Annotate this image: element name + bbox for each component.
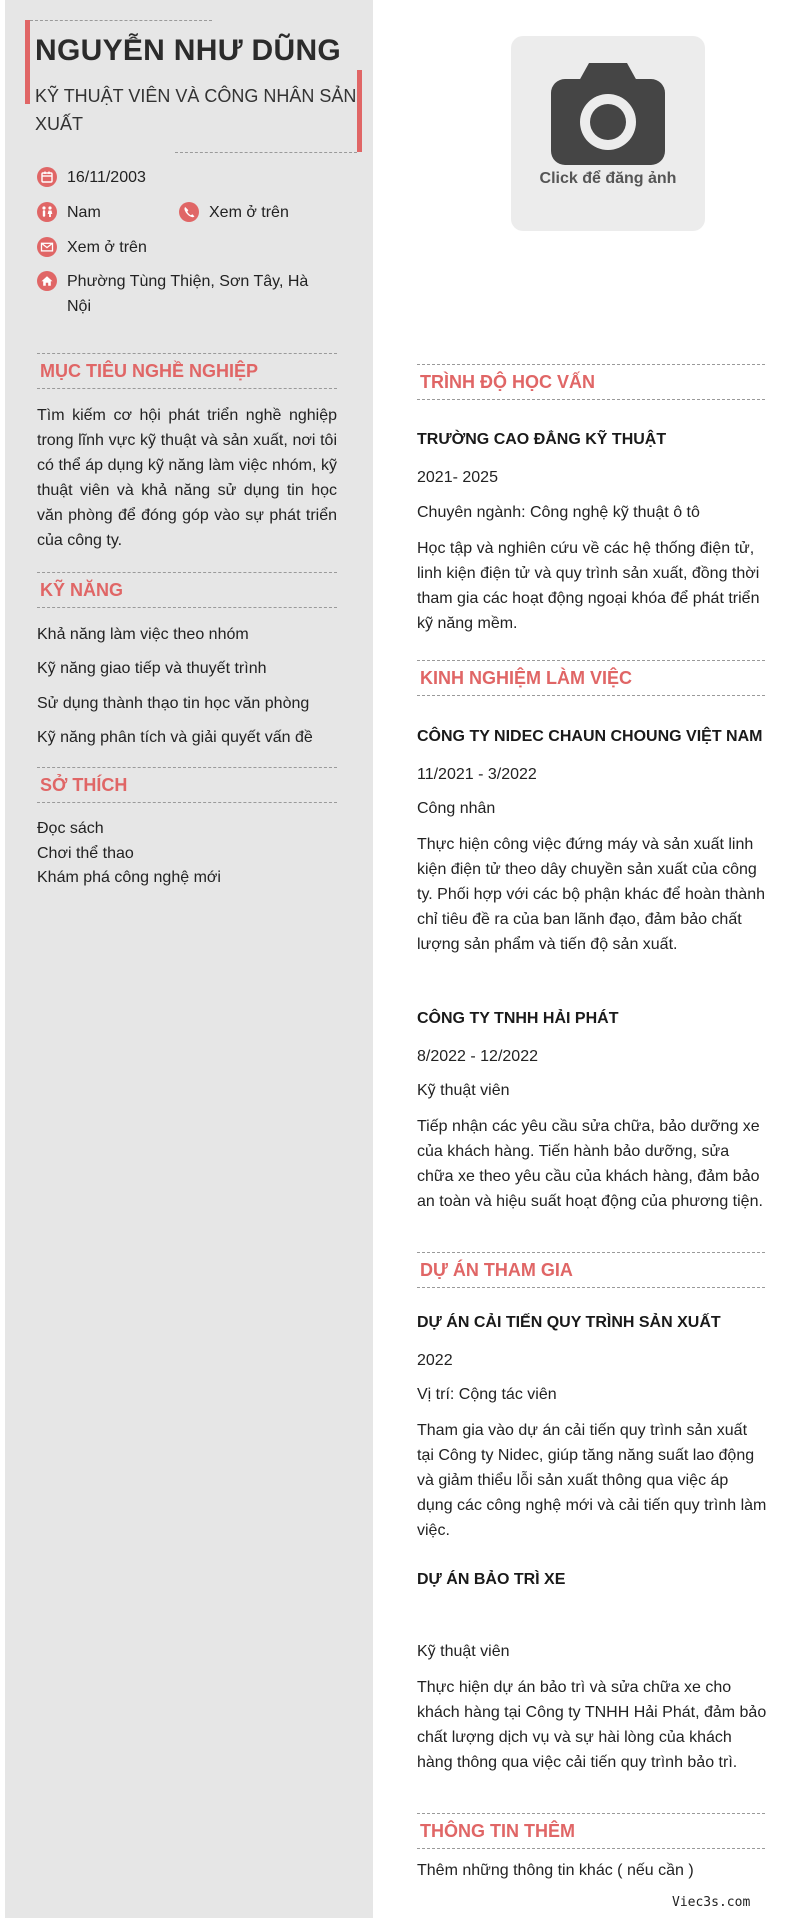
experience-position[interactable]: Công nhân (417, 800, 496, 817)
watermark: Viec3s.com (672, 1895, 751, 1910)
experience-description[interactable]: Thực hiện công việc đứng máy và sản xuất linh kiện điện tử theo dây chuyền sản xuất của công ty. Phối hợp với các bộ phận khác để hoàn thành chỉ tiêu đề ra của ban lãnh đạo, đảm bảo chất lượng sản phẩm và tiến độ sản xuất. (417, 836, 766, 953)
header-divider-bottom (175, 152, 357, 153)
email-value: Xem ở trên (67, 239, 147, 256)
experience-heading: KINH NGHIỆM LÀM VIỆC (417, 660, 765, 696)
hobby-item[interactable]: Khám phá công nghệ mới (37, 869, 221, 886)
experience-period[interactable]: 11/2021 - 3/2022 (417, 766, 537, 783)
birthdate-row[interactable] (37, 165, 146, 190)
address-value: Phường Tùng Thiện, Sơn Tây, Hà Nội (67, 273, 309, 315)
education-school[interactable]: TRƯỜNG CAO ĐẲNG KỸ THUẬT (417, 431, 667, 448)
skill-item[interactable]: Kỹ năng phân tích và giải quyết vấn đề (37, 729, 313, 746)
gender-icon (37, 202, 57, 222)
objective-text[interactable]: Tìm kiếm cơ hội phát triển nghề nghiệp trong lĩnh vực kỹ thuật và sản xuất, nơi tôi có thể áp dụng kỹ năng làm việc nhóm, kỹ thuật viên và khả năng sử dụng tin học văn phòng để đóng góp vào sự phát triển của công ty. (37, 407, 337, 549)
gender-value: Nam (67, 204, 101, 221)
job-title[interactable]: KỸ THUẬT VIÊN VÀ CÔNG NHÂN SẢN XUẤT (35, 86, 357, 134)
gender-row[interactable] (37, 200, 101, 225)
photo-upload-label: Click để đăng ảnh (539, 170, 677, 187)
experience-position[interactable]: Kỹ thuật viên (417, 1082, 510, 1099)
photo-upload[interactable] (511, 36, 705, 231)
objective-heading: MỤC TIÊU NGHỀ NGHIỆP (37, 353, 337, 389)
experience-company[interactable]: CÔNG TY TNHH HẢI PHÁT (417, 1010, 619, 1027)
hobby-item[interactable]: Chơi thể thao (37, 845, 134, 862)
email-icon (37, 237, 57, 257)
header-divider-top (30, 20, 212, 21)
education-description[interactable]: Học tập và nghiên cứu về các hệ thống điện tử, linh kiện điện tử và quy trình sản xuất, đồng thời tham gia các hoạt động ngoại khóa để phát triển kỹ năng mềm. (417, 540, 760, 632)
header-accent-left (25, 20, 30, 104)
calendar-icon (37, 167, 57, 187)
education-heading: TRÌNH ĐỘ HỌC VẤN (417, 364, 765, 400)
project-name[interactable]: DỰ ÁN CẢI TIẾN QUY TRÌNH SẢN XUẤT (417, 1314, 721, 1331)
email-row[interactable] (37, 235, 147, 260)
additional-text[interactable]: Thêm những thông tin khác ( nếu cần ) (417, 1862, 694, 1879)
skill-item[interactable]: Khả năng làm việc theo nhóm (37, 626, 249, 643)
phone-icon (179, 202, 199, 222)
experience-period[interactable]: 8/2022 - 12/2022 (417, 1048, 538, 1065)
birthdate-value: 16/11/2003 (67, 169, 146, 186)
experience-company[interactable]: CÔNG TY NIDEC CHAUN CHOUNG VIỆT NAM (417, 728, 763, 745)
phone-row[interactable] (179, 200, 289, 225)
hobbies-heading: SỞ THÍCH (37, 767, 337, 803)
project-role[interactable]: Vị trí: Cộng tác viên (417, 1386, 557, 1403)
camera-icon (551, 63, 665, 170)
experience-description[interactable]: Tiếp nhận các yêu cầu sửa chữa, bảo dưỡng xe của khách hàng. Tiến hành bảo dưỡng, sửa chữa xe theo yêu cầu của khách hàng, đảm bảo an toàn và hiệu suất hoạt động của phương tiện. (417, 1118, 763, 1210)
projects-heading: DỰ ÁN THAM GIA (417, 1252, 765, 1288)
project-description[interactable]: Tham gia vào dự án cải tiến quy trình sản xuất tại Công ty Nidec, giúp tăng năng suất lao động và giảm thiểu lỗi sản xuất thông qua việc áp dụng các công nghệ mới và cải tiến quy trình làm việc. (417, 1422, 767, 1539)
candidate-name[interactable]: NGUYỄN NHƯ DŨNG (35, 34, 342, 67)
phone-value: Xem ở trên (209, 204, 289, 221)
project-year[interactable]: 2022 (417, 1352, 453, 1369)
skill-item[interactable]: Sử dụng thành thạo tin học văn phòng (37, 695, 310, 712)
hobby-item[interactable]: Đọc sách (37, 820, 104, 837)
home-icon (37, 271, 57, 291)
skills-heading: KỸ NĂNG (37, 572, 337, 608)
education-period[interactable]: 2021- 2025 (417, 469, 498, 486)
project-role[interactable]: Kỹ thuật viên (417, 1643, 510, 1660)
additional-heading: THÔNG TIN THÊM (417, 1813, 765, 1849)
project-description[interactable]: Thực hiện dự án bảo trì và sửa chữa xe cho khách hàng tại Công ty TNHH Hải Phát, đảm bảo chất lượng dịch vụ và sự hài lòng của khách hàng thông qua việc cải tiến quy trình bảo trì. (417, 1679, 767, 1771)
skill-item[interactable]: Kỹ năng giao tiếp và thuyết trình (37, 660, 267, 677)
project-name[interactable]: DỰ ÁN BẢO TRÌ XE (417, 1571, 566, 1588)
address-row[interactable] (37, 269, 327, 319)
education-major[interactable]: Chuyên ngành: Công nghệ kỹ thuật ô tô (417, 504, 700, 521)
